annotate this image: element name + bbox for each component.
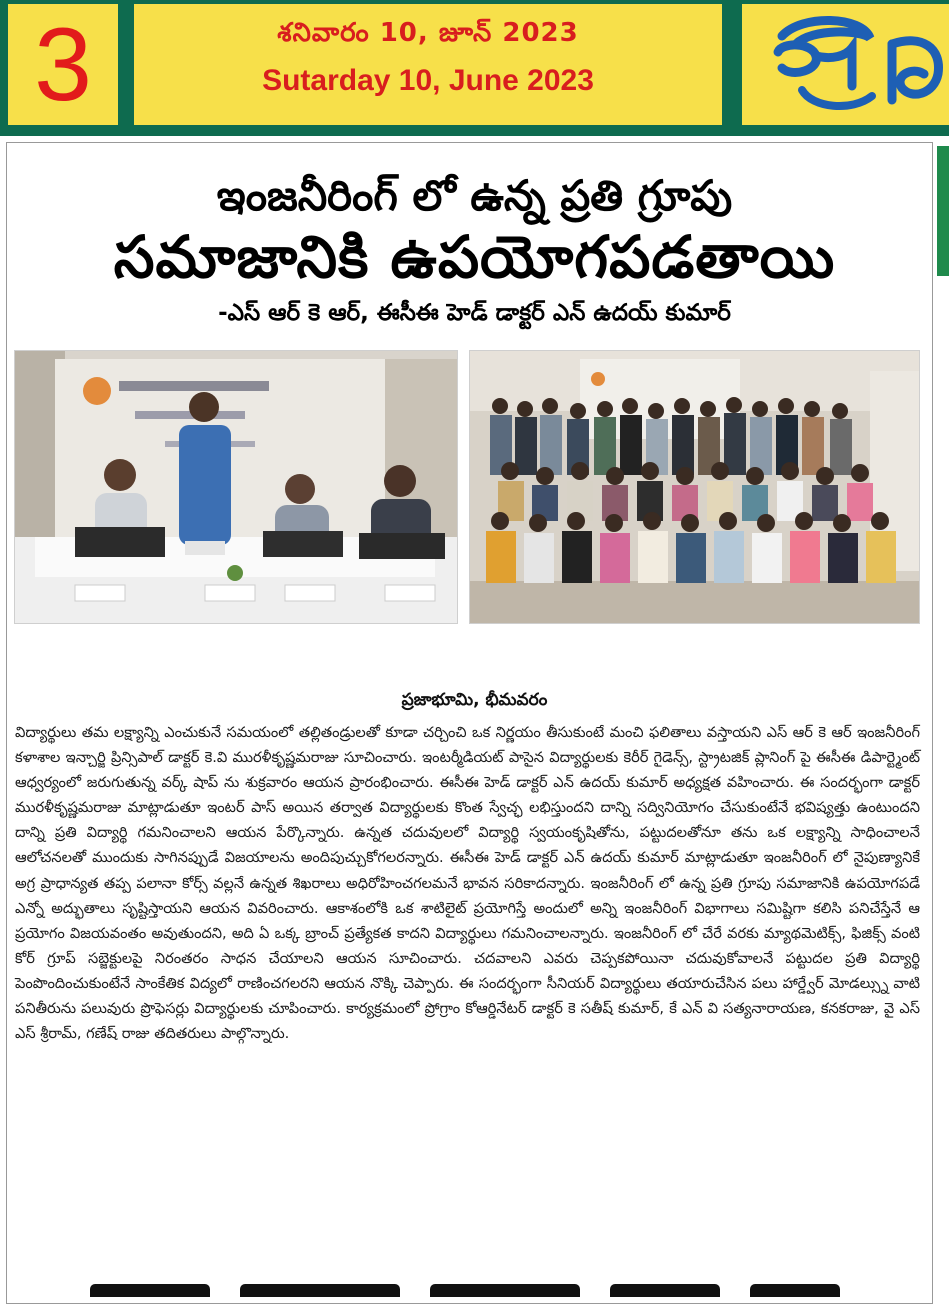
- subheadline: -ఎస్ ఆర్ కె ఆర్, ఈసీఈ హెడ్ డాక్టర్ ఎన్ ఉదయ్ కుమార్: [218, 300, 731, 326]
- newspaper-logo: [742, 4, 949, 125]
- date-panel: [134, 4, 722, 125]
- page-number: 3: [34, 6, 92, 123]
- date-english: Sutarday 10, June 2023: [262, 64, 594, 97]
- logo-icon: [742, 4, 949, 125]
- byline: ప్రజాభూమి, భీమవరం: [401, 690, 548, 710]
- headline-block: [0, 170, 949, 330]
- article-body: విద్యార్థులు తమ లక్ష్యాన్ని ఎంచుకునే సమయంలో తల్లితండ్రులతో కూడా చర్చించి ఒక నిర్ణయం తీసుకుంటే మంచి ఫలితాలు వస్తాయని ఎస్ ఆర్ కె ఆర్ ఇంజనీరింగ్ కళాశాల ఇన్చార్జి ప్రిన్సిపాల్ డాక్టర్ కె.వి మురళీకృష్ణమరాజు సూచించారు. ఇంటర్మీడియట్ పాసైన విద్యార్థులకు కెరీర్ గైడెన్స్, స్ట్రాటజిక్ ప్లానింగ్ పై ఈసీఈ డిపార్ట్మెంట్ ఆధ్వర్యంలో జరుగుతున్న వర్క్ షాప్ ను శుక్రవారం ఆయన ప్రారంభించారు. ఈసీఈ హెడ్ డాక్టర్ ఎన్ ఉదయ్ కుమార్ అధ్యక్షత వహించారు. ఈ సందర్భంగా డాక్టర్ మురళీకృష్ణమరాజు మాట్లాడుతూ ఇంటర్ పాస్ అయిన తర్వాత విద్యార్థులకు కొంత స్వేచ్ఛ లభిస్తుందని దాన్ని సద్వినియోగం చేసుకుంటేనే భవిష్యత్తు ఉంటుందని దాన్ని ప్రతి విద్యార్థి గమనించాలని ఆయన పేర్కొన్నారు. ఉన్నత చదువులలో విద్యార్థి స్వయంకృషితోను, పట్టుదలతోనూ తను ఒక లక్ష్యాన్ని సాధించాలనే ఆలోచనలతో ముందుకు సాగినప్పుడే విజయాలను అందిపుచ్చుకోగలరన్నారు. ఈసీఈ హెడ్ డాక్టర్ ఎన్ ఉదయ్ కుమార్ మాట్లాడుతూ ఇంజనీరింగ్ లో నైపుణ్యానికే అగ్ర ప్రాధాన్యత తప్ప పలానా కోర్స్ వల్లనే ఉన్నత శిఖరాలు అధిరోహించగలమనే భావన సరికాదన్నారు. ఇంజనీరింగ్ లో ఉన్న ప్రతి గ్రూపు సమాజానికి ఉపయోగపడే ఎన్నో అద్భుతాలు సృష్టిస్తాయని ఆయన వివరించారు. ఆకాశంలోకి ఒక శాటిలైట్ ప్రయోగిస్తే అందులో అన్ని ఇంజనీరింగ్ విభాగాలు సమిష్టిగా కలిసి పనిచేస్తేనే ఆ ప్రయోగం విజయవంతం అవుతుందని, అది ఏ ఒక్క బ్రాంచ్ ప్రత్యేకత కాదని విద్యార్థులు గమనించాలన్నారు. ఇంజనీరింగ్ లో చేరే వరకు మ్యాథమెటిక్స్, ఫిజిక్స్ వంటి కోర్ గ్రూప్ సబ్జెక్టులపై నిరంతరం సాధన చేయాలని ఆయన సూచించారు. చదవాలని ఎవరు చెప్పకపోయినా చదువుకోవాలనే పట్టుదల ప్రతి విద్యార్థి పెంపొందించుకుంటేనే సాంకేతిక విద్యలో రాణించగలరని ఆయన నొక్కి చెప్పారు. ఈ సందర్భంగా సీనియర్ విద్యార్థులు తయారుచేసిన పలు హార్డ్వేర్ మోడల్స్ను వాటి పనితీరును పలువురు ప్రొఫెసర్లు విద్యార్థులకు చూపించారు. కార్యక్రమంలో ప్రోగ్రాం కోఆర్డినేటర్ డాక్టర్ కె సతీష్ కుమార్, కే ఎన్ వి సత్యనారాయణ, కనకరాజు, వై ఎస్ ఎస్ శ్రీరామ్, గణేష్ రాజు తదితరులు పాల్గొన్నారు.: [15, 724, 920, 1043]
- seminar-stage-photo: [14, 350, 458, 624]
- next-article-headline-fragment: [20, 1276, 920, 1297]
- page-number-box: [8, 4, 118, 125]
- date-telugu: శనివారం 10, జూన్ 2023: [277, 18, 579, 48]
- group-photo: [469, 350, 920, 624]
- headline-line-1: ఇంజనీరింగ్ లో ఉన్న ప్రతి గ్రూపు: [216, 171, 733, 220]
- headline-line-2: సమాజానికి ఉపయోగపడతాయి: [113, 223, 836, 291]
